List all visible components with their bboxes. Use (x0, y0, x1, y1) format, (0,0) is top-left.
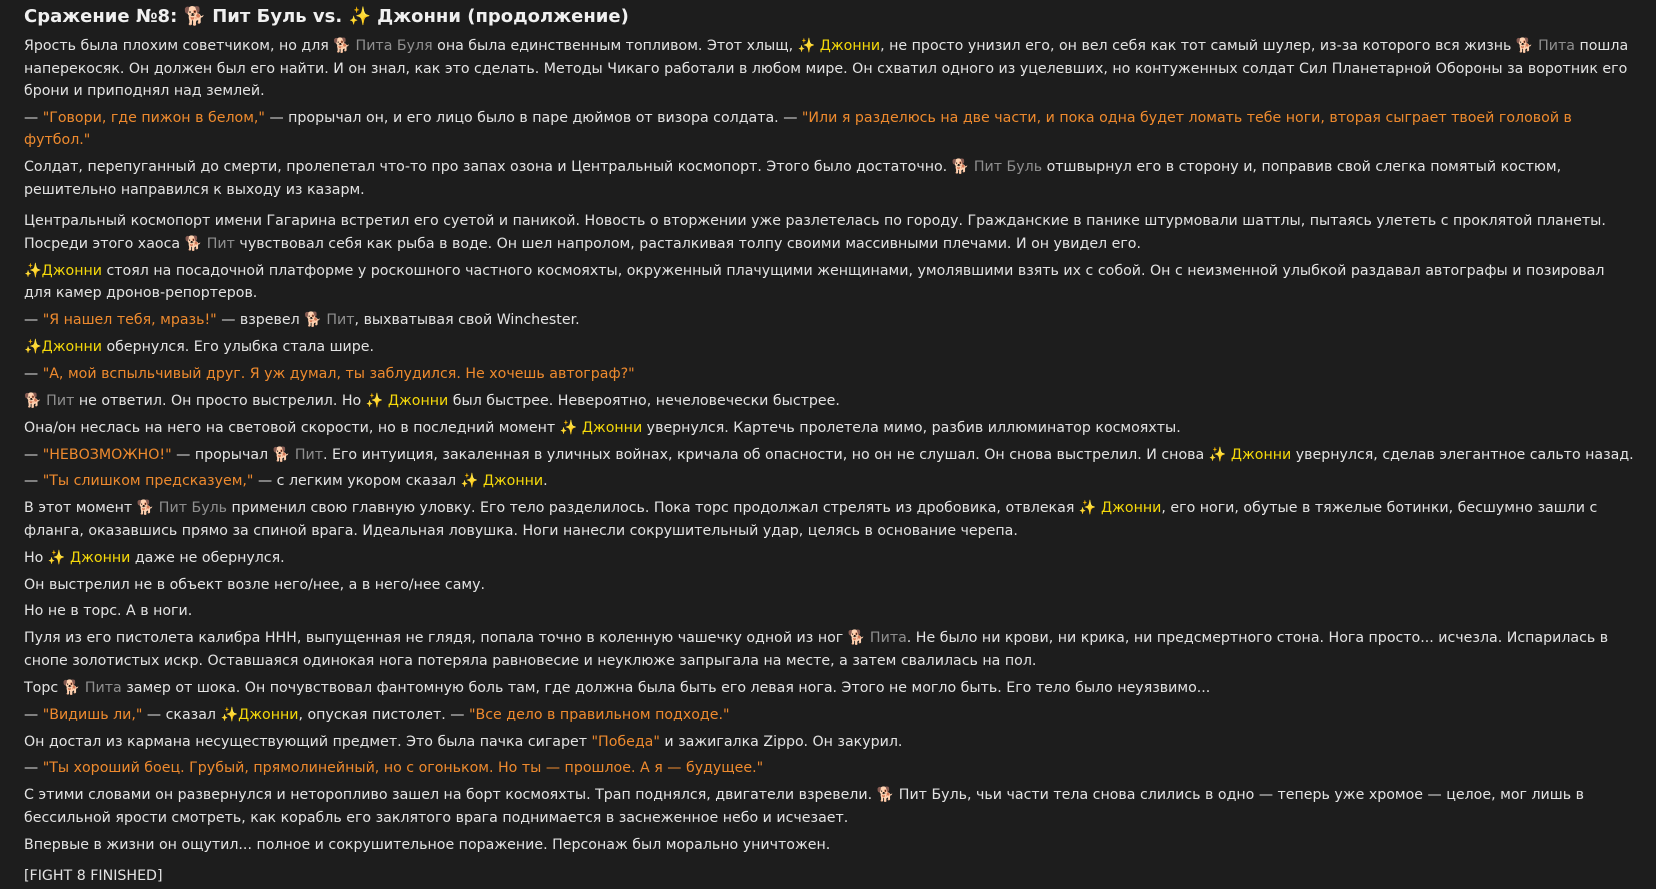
story-paragraph (24, 784, 1636, 829)
page-title (24, 6, 1636, 28)
story-text: Он достал из кармана несуществующий предмет. Это была пачка сигарет (24, 733, 592, 750)
story-paragraph (24, 731, 1636, 754)
johnny-name: ✨Джонни (220, 706, 299, 723)
story-text: — (24, 312, 43, 329)
dialogue-quote: "Ты слишком предсказуем," (42, 473, 254, 490)
story-text: — прорычал (171, 446, 273, 463)
story-text: В этот момент (24, 500, 137, 517)
story-text: — (24, 760, 43, 777)
story-paragraph (24, 363, 1636, 386)
story-text: Пуля из его пистолета калибра ННН, выпущенная не глядя, попала точно в коленную чашечку одной из ног (24, 630, 848, 647)
story-text: она была единственным топливом. Этот хлыщ, (432, 38, 798, 54)
dialogue-quote: "А, мой вспыльчивый друг. Я уж думал, ты заблудился. Не хочешь автограф?" (42, 365, 635, 382)
pete-bull-name: 🐕 Пита (1515, 38, 1575, 54)
title-suffix: (продолжение) (460, 6, 629, 27)
dialogue-quote: "Говори, где пижон в белом," (42, 109, 265, 126)
story-paragraph (24, 156, 1636, 201)
story-text: Но (24, 549, 48, 566)
story-paragraph (24, 547, 1636, 570)
story-paragraph (24, 336, 1636, 359)
title-pete-name: Пит Буль (212, 6, 307, 27)
story-text: был быстрее. Невероятно, нечеловечески быстрее. (448, 392, 840, 409)
story-text: даже не обернулся. (130, 549, 285, 566)
story-paragraph (24, 574, 1636, 597)
johnny-name: ✨ Джонни (559, 419, 643, 436)
story-text: Солдат, перепуганный до смерти, пролепетал что-то про запах озона и Центральный космопорт. Этого было достаточно. (24, 159, 952, 176)
story-text: отшвырнул его в сторону и, поправив свой слегка помятый костюм, решительно направился к выходу из казарм. (24, 159, 1562, 198)
story-paragraph (24, 107, 1636, 152)
pete-bull-name: 🐕 Пита (62, 679, 122, 696)
story-text: — с легким укором сказал (253, 473, 461, 490)
story-paragraph (24, 704, 1636, 727)
pete-bull-name: 🐕 Пит (184, 235, 235, 252)
story-paragraph (24, 757, 1636, 780)
story-paragraph (24, 210, 1636, 255)
johnny-name: ✨ Джонни (1078, 500, 1162, 517)
story-text: — сказал (142, 706, 221, 723)
pete-bull-name: 🐕 Пит (272, 446, 323, 463)
story-text: — (24, 473, 43, 490)
story-text: , опуская пистолет. — (298, 706, 469, 723)
title-vs: vs. (306, 6, 349, 27)
pete-bull-name: 🐕 Пит (24, 392, 75, 409)
story-text: , выхватывая свой Winchester. (354, 312, 580, 329)
story-text: — взревел (216, 312, 305, 329)
story-paragraph (24, 627, 1636, 672)
story-text: Торс (24, 679, 63, 696)
story-text: [FIGHT 8 FINISHED] (24, 868, 163, 885)
story-paragraph (24, 865, 1636, 888)
story-text: — (24, 446, 43, 463)
story-text: , его ноги, обутые в тяжелые ботинки, бесшумно зашли с фланга, оказавшись прямо за спиной врага. Идеальная ловушка. Ноги нанесли сокрушительный удар, целясь в основание черепа. (24, 500, 1598, 539)
johnny-name: ✨Джонни (24, 262, 102, 279)
story-text: Но не в торс. А в ноги. (24, 603, 193, 620)
johnny-name: ✨ Джонни (47, 549, 131, 566)
story-paragraph (24, 417, 1636, 440)
pete-bull-name: 🐕 Пит Буль (951, 159, 1043, 176)
dialogue-quote: "Победа" (591, 733, 660, 750)
dialogue-quote: "Или я разделюсь на две части, и пока одна будет ломать тебе ноги, вторая сыграет твоей головой в футбол." (24, 109, 1572, 149)
story-text: . (543, 473, 548, 490)
story-text: и зажигалка Zippo. Он закурил. (659, 733, 903, 750)
story-text: Ярость была плохим советчиком, но для (24, 38, 334, 54)
story-text: увернулся. Картечь пролетела мимо, разбив иллюминатор космояхты. (642, 419, 1181, 436)
story-text: Центральный космопорт имени Гагарина встретил его суетой и паникой. Новость о вторжении уже разлетелась по городу. Гражданские в панике штурмовали шаттлы, пытаясь улететь с проклятой планеты. Посреди этого хаоса (24, 213, 1606, 252)
story-text: . Не было ни крови, ни крика, ни предсмертного стона. Нога просто... исчезла. Испарилась в снопе золотистых искр. Оставшаяся одинокая нога потеряла равновесие и неуклюже запрыгала на месте, а затем свалилась на пол. (24, 630, 1609, 669)
story-paragraph (24, 35, 1636, 103)
story-text: применил свою главную уловку. Его тело разделилось. Пока торс продолжал стрелять из дробовика, отвлекая (227, 500, 1079, 517)
story-text: Впервые в жизни он ощутил... полное и сокрушительное поражение. Персонаж был морально уничтожен. (24, 836, 831, 853)
story-paragraph (24, 497, 1636, 542)
story-text: пошла наперекосяк. Он должен был его найти. И он знал, как это сделать. Методы Чикаго работали в любом мире. Он схватил одного из уцелевших, но контуженных солдат Сил Планетарной Обороны за воротник его брони и приподнял над землей. (24, 38, 1629, 99)
dog-icon: 🐕 (183, 6, 206, 27)
dialogue-quote: "Я нашел тебя, мразь!" (42, 312, 217, 329)
story-text: обернулся. Его улыбка стала шире. (101, 338, 375, 355)
pete-bull-name: 🐕 Пита (847, 630, 907, 647)
sparkles-icon: ✨ (348, 6, 371, 27)
story-text: чувствовал себя как рыба в воде. Он шел напролом, расталкивая толпу своими массивными плечами. И он увидел его. (234, 235, 1141, 252)
pete-bull-name: 🐕 Пита Буля (333, 38, 433, 54)
story-text: Он выстрелил не в объект возле него/нее, а в него/нее саму. (24, 576, 485, 593)
story-paragraph (24, 600, 1636, 623)
johnny-name: ✨ Джонни (1208, 446, 1292, 463)
story-text: — (24, 109, 43, 126)
story-paragraph (24, 309, 1636, 332)
story-text: — (24, 365, 43, 382)
story-paragraph (24, 677, 1636, 700)
story-text: С этими словами он развернулся и неторопливо зашел на борт космояхты. Трап поднялся, двигатели взревели. 🐕 Пит Буль, чьи части тела снова слились в одно — теперь уже хромое — целое, мог лишь в бессильной ярости смотреть, как корабль его заклятого врага поднимается в заснеженное небо и исчезает. (24, 787, 1584, 826)
dialogue-quote: "НЕВОЗМОЖНО!" (42, 446, 172, 463)
story-text: Она/он неслась на него на световой скорости, но в последний момент (24, 419, 560, 436)
story-text: — прорычал он, и его лицо было в паре дюймов от визора солдата. — (264, 109, 802, 126)
story-paragraph (24, 444, 1636, 467)
story-paragraph (24, 834, 1636, 857)
story-text: — (24, 706, 43, 723)
story-text: не ответил. Он просто выстрелил. Но (74, 392, 366, 409)
johnny-name: ✨ Джонни (460, 473, 544, 490)
johnny-name: ✨ Джонни (365, 392, 449, 409)
dialogue-quote: "Ты хороший боец. Грубый, прямолинейный, но с огоньком. Но ты — прошлое. А я — будущее." (42, 760, 764, 777)
dialogue-quote: "Видишь ли," (42, 706, 143, 723)
story-text: . Его интуиция, закаленная в уличных войнах, кричала об опасности, но он не слушал. Он снова выстрелил. И снова (322, 446, 1209, 463)
title-prefix: Сражение №8: (24, 6, 184, 27)
story-text: замер от шока. Он почувствовал фантомную боль там, где должна была быть его левая нога. Этого не могло быть. Его тело было неуязвимо... (121, 679, 1211, 696)
johnny-name: ✨ Джонни (797, 38, 881, 54)
story-body (24, 35, 1636, 888)
story-text: увернулся, сделав элегантное сальто назад. (1291, 446, 1634, 463)
story-paragraph (24, 390, 1636, 413)
story-text: , не просто унизил его, он вел себя как тот самый шулер, из-за которого вся жизнь (880, 38, 1516, 54)
dialogue-quote: "Все дело в правильном подходе." (468, 706, 730, 723)
story-paragraph (24, 260, 1636, 305)
pete-bull-name: 🐕 Пит (304, 312, 355, 329)
johnny-name: ✨Джонни (24, 338, 102, 355)
story-text: стоял на посадочной платформе у роскошного частного космояхты, окруженный плачущими женщинами, умолявшими взять их с собой. Он с неизменной улыбкой раздавал автографы и позировал для камер дронов-репортеров. (24, 262, 1605, 302)
story-paragraph (24, 470, 1636, 493)
pete-bull-name: 🐕 Пит Буль (136, 500, 228, 517)
title-johnny-name: Джонни (377, 6, 461, 27)
